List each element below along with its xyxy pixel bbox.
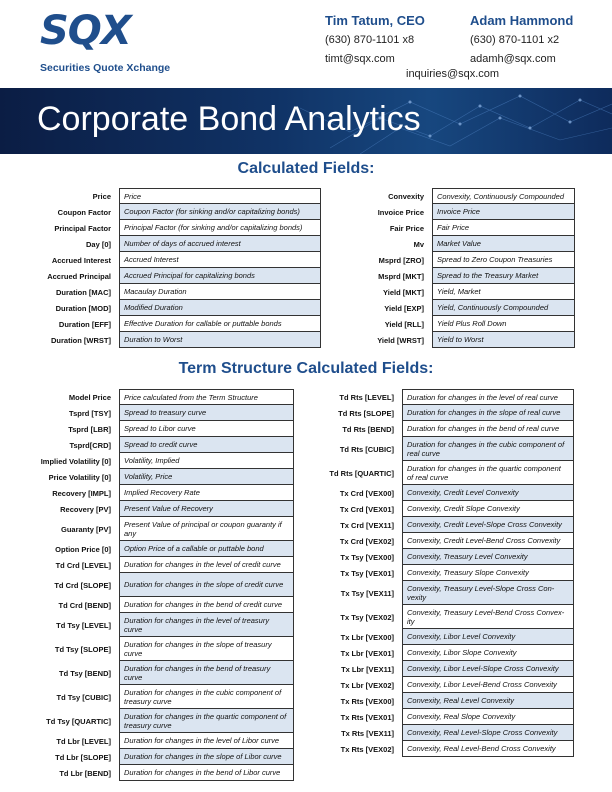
field-label: Yield [MKT]	[383, 287, 424, 297]
field-label: Td Tsy [BEND]	[59, 668, 111, 678]
field-row	[30, 453, 294, 469]
field-description: Duration for changes in the slope of real curve	[402, 405, 574, 421]
contact-email[interactable]: adamh@sqx.com	[470, 53, 556, 65]
field-description: Price	[119, 188, 321, 204]
field-description: Option Price of a callable or puttable bond	[119, 541, 294, 557]
field-description: Spread to treasury curve	[119, 405, 294, 421]
field-label: Principal Factor	[54, 223, 111, 233]
field-row	[330, 220, 575, 236]
field-description: Duration for changes in the cubic component of real curve	[402, 437, 574, 461]
field-row	[30, 637, 294, 661]
field-label: Tx Rts [VEX02]	[340, 744, 394, 754]
field-row	[318, 533, 574, 549]
field-description: Spread to the Treasury Market	[432, 268, 575, 284]
calculated-fields-right	[330, 188, 575, 348]
field-label: Guaranty [PV]	[60, 524, 111, 534]
field-description: Yield, Market	[432, 284, 575, 300]
field-label: Td Tsy [SLOPE]	[54, 644, 111, 654]
field-row	[30, 204, 321, 220]
field-description: Effective Duration for callable or puttable bonds	[119, 316, 321, 332]
contact-phone: (630) 870-1101 x2	[470, 34, 560, 46]
field-row	[30, 437, 294, 453]
field-row	[30, 685, 294, 709]
field-row	[30, 661, 294, 685]
field-description: Convexity, Credit Level Convexity	[402, 485, 574, 501]
field-label: Td Lbr [LEVEL]	[56, 736, 111, 746]
contact-card-adam	[470, 12, 573, 69]
field-description: Duration for changes in the level of real curve	[402, 389, 574, 405]
field-row	[318, 581, 574, 605]
field-description: Duration for changes in the quartic component of real curve	[402, 461, 574, 485]
field-description: Duration for changes in the slope of Libor curve	[119, 749, 294, 765]
field-description: Spread to Zero Coupon Treasuries	[432, 252, 575, 268]
field-row	[318, 661, 574, 677]
field-description: Price calculated from the Term Structure	[119, 389, 294, 405]
field-description: Convexity, Libor Level-Slope Cross Convexity	[402, 661, 574, 677]
field-row	[30, 501, 294, 517]
field-description: Macaulay Duration	[119, 284, 321, 300]
field-row	[30, 541, 294, 557]
field-description: Volatility, Implied	[119, 453, 294, 469]
field-row	[330, 332, 575, 348]
field-description: Yield Plus Roll Down	[432, 316, 575, 332]
field-row	[330, 284, 575, 300]
field-description: Yield to Worst	[432, 332, 575, 348]
field-description: Convexity, Libor Level Convexity	[402, 629, 574, 645]
field-row	[318, 461, 574, 485]
field-label: Accrued Principal	[47, 271, 111, 281]
field-row	[330, 316, 575, 332]
field-description: Spread to credit curve	[119, 437, 294, 453]
field-description: Volatility, Price	[119, 469, 294, 485]
field-label: Td Crd [BEND]	[58, 600, 111, 610]
field-label: Td Lbr [SLOPE]	[55, 752, 111, 762]
field-row	[318, 565, 574, 581]
field-description: Fair Price	[432, 220, 575, 236]
field-label: Tx Rts [VEX11]	[341, 728, 394, 738]
contact-name: Tim Tatum, CEO	[325, 13, 425, 28]
field-label: Tx Lbr [VEX01]	[340, 648, 394, 658]
field-description: Duration for changes in the level of Libor curve	[119, 733, 294, 749]
field-label: Td Crd [LEVEL]	[55, 560, 111, 570]
field-description: Market Value	[432, 236, 575, 252]
field-row	[30, 220, 321, 236]
field-label: Tx Tsy [VEX02]	[340, 612, 394, 622]
field-row	[30, 332, 321, 348]
inquiries-email[interactable]: inquiries@sqx.com	[406, 68, 500, 80]
field-row	[30, 749, 294, 765]
field-description: Duration for changes in the cubic component of treasury curve	[119, 685, 294, 709]
field-description: Yield, Continuously Compounded	[432, 300, 575, 316]
field-label: Tx Lbr [VEX02]	[340, 680, 394, 690]
field-label: Td Tsy [QUARTIC]	[46, 716, 111, 726]
field-description: Convexity, Credit Level-Slope Cross Convexity	[402, 517, 574, 533]
field-description: Convexity, Credit Slope Convexity	[402, 501, 574, 517]
field-row	[30, 389, 294, 405]
page-header	[0, 0, 612, 88]
field-row	[30, 517, 294, 541]
field-label: Tx Rts [VEX01]	[340, 712, 394, 722]
field-row	[30, 316, 321, 332]
contact-card-ceo	[325, 12, 425, 69]
field-label: Option Price [0]	[55, 544, 111, 554]
field-label: Day [0]	[85, 239, 111, 249]
field-row	[30, 188, 321, 204]
field-description: Spread to Libor curve	[119, 421, 294, 437]
field-label: Msprd [MKT]	[378, 271, 424, 281]
field-description: Convexity, Real Level-Slope Cross Convexity	[402, 725, 574, 741]
field-description: Duration for changes in the quartic component of treasury curve	[119, 709, 294, 733]
field-description: Convexity, Treasury Level Convexity	[402, 549, 574, 565]
field-row	[30, 421, 294, 437]
field-label: Tx Tsy [VEX11]	[340, 588, 394, 598]
field-label: Yield [RLL]	[384, 319, 424, 329]
sqx-logo	[40, 8, 190, 80]
field-row	[318, 501, 574, 517]
field-label: Recovery [PV]	[60, 504, 111, 514]
field-description: Principal Factor (for sinking and/or capitalizing bonds)	[119, 220, 321, 236]
field-description: Duration for changes in the slope of credit curve	[119, 573, 294, 597]
field-label: Convexity	[388, 191, 424, 201]
logo-tagline: Securities Quote Xchange	[40, 62, 171, 74]
field-row	[30, 597, 294, 613]
field-label: Fair Price	[389, 223, 424, 233]
field-label: Td Crd [SLOPE]	[54, 580, 111, 590]
field-row	[318, 389, 574, 405]
field-description: Present Value of principal or coupon guaranty if any	[119, 517, 294, 541]
field-label: Invoice Price	[377, 207, 424, 217]
field-row	[30, 765, 294, 781]
field-row	[330, 268, 575, 284]
field-row	[318, 549, 574, 565]
field-label: Td Rts [BEND]	[342, 424, 394, 434]
field-row	[318, 517, 574, 533]
field-label: Td Rts [SLOPE]	[338, 408, 394, 418]
field-label: Tx Tsy [VEX00]	[340, 552, 394, 562]
field-description: Convexity, Treasury Slope Convexity	[402, 565, 574, 581]
field-row	[30, 557, 294, 573]
field-label: Td Tsy [CUBIC]	[56, 692, 111, 702]
field-row	[30, 252, 321, 268]
field-label: Yield [WRST]	[377, 335, 424, 345]
field-description: Convexity, Real Slope Convexity	[402, 709, 574, 725]
field-row	[330, 188, 575, 204]
field-description: Duration for changes in the bend of treasury curve	[119, 661, 294, 685]
field-label: Coupon Factor	[57, 207, 111, 217]
term-structure-fields-right	[318, 389, 574, 757]
page-title: Corporate Bond Analytics	[37, 100, 421, 138]
term-structure-fields-left	[30, 389, 294, 781]
calculated-fields-left	[30, 188, 321, 348]
field-label: Price Volatility [0]	[48, 472, 111, 482]
field-row	[318, 421, 574, 437]
field-description: Invoice Price	[432, 204, 575, 220]
term-structure-fields-title: Term Structure Calculated Fields:	[178, 360, 434, 377]
field-row	[318, 605, 574, 629]
field-row	[30, 236, 321, 252]
field-description: Convexity, Real Level-Bend Cross Convexity	[402, 741, 574, 757]
field-label: Tx Crd [VEX11]	[340, 520, 394, 530]
field-label: Duration [MOD]	[55, 303, 111, 313]
field-label: Tsprd [LBR]	[68, 424, 111, 434]
field-description: Duration for changes in the level of credit curve	[119, 557, 294, 573]
field-row	[30, 485, 294, 501]
field-description: Accrued Interest	[119, 252, 321, 268]
field-row	[318, 725, 574, 741]
field-label: Td Tsy [LEVEL]	[56, 620, 111, 630]
field-label: Td Rts [CUBIC]	[339, 444, 394, 454]
field-label: Duration [EFF]	[58, 319, 111, 329]
logo-wordmark: SQX	[40, 8, 131, 54]
field-description: Convexity, Treasury Level-Slope Cross Con-vexity	[402, 581, 574, 605]
field-label: Td Rts [QUARTIC]	[329, 468, 394, 478]
title-banner	[0, 88, 612, 154]
field-label: Td Rts [LEVEL]	[339, 392, 394, 402]
field-row	[30, 300, 321, 316]
field-description: Duration to Worst	[119, 332, 321, 348]
field-row	[30, 405, 294, 421]
field-row	[318, 677, 574, 693]
field-description: Convexity, Libor Level-Bend Cross Convexity	[402, 677, 574, 693]
field-label: Tx Lbr [VEX11]	[341, 664, 394, 674]
field-label: Tx Crd [VEX02]	[339, 536, 394, 546]
field-description: Duration for changes in the slope of treasury curve	[119, 637, 294, 661]
field-label: Tx Crd [VEX01]	[339, 504, 394, 514]
field-label: Tsprd[CRD]	[69, 440, 111, 450]
field-description: Convexity, Credit Level-Bend Cross Convexity	[402, 533, 574, 549]
field-label: Recovery [IMPL]	[52, 488, 111, 498]
field-label: Tx Tsy [VEX01]	[340, 568, 394, 578]
field-description: Implied Recovery Rate	[119, 485, 294, 501]
field-description: Coupon Factor (for sinking and/or capitalizing bonds)	[119, 204, 321, 220]
field-row	[318, 405, 574, 421]
field-row	[318, 709, 574, 725]
contact-email[interactable]: timt@sqx.com	[325, 53, 395, 65]
contact-name: Adam Hammond	[470, 13, 574, 28]
field-row	[30, 268, 321, 284]
field-row	[30, 733, 294, 749]
field-label: Tx Crd [VEX00]	[339, 488, 394, 498]
field-description: Duration for changes in the bend of credit curve	[119, 597, 294, 613]
field-description: Convexity, Real Level Convexity	[402, 693, 574, 709]
field-description: Accrued Principal for capitalizing bonds	[119, 268, 321, 284]
field-row	[30, 469, 294, 485]
calculated-fields-title: Calculated Fields:	[237, 160, 375, 177]
field-row	[318, 741, 574, 757]
field-description: Convexity, Treasury Level-Bend Cross Convex-ity	[402, 605, 574, 629]
field-label: Tsprd [TSY]	[69, 408, 111, 418]
field-label: Tx Lbr [VEX00]	[340, 632, 394, 642]
field-row	[30, 613, 294, 637]
field-label: Td Lbr [BEND]	[59, 768, 111, 778]
contact-phone: (630) 870-1101 x8	[325, 34, 415, 46]
field-label: Mv	[413, 239, 424, 249]
field-row	[30, 284, 321, 300]
field-row	[330, 236, 575, 252]
field-row	[330, 252, 575, 268]
field-label: Accrued Interest	[51, 255, 111, 265]
field-label: Tx Rts [VEX00]	[340, 696, 394, 706]
field-row	[30, 709, 294, 733]
field-description: Number of days of accrued interest	[119, 236, 321, 252]
field-row	[318, 437, 574, 461]
field-description: Modified Duration	[119, 300, 321, 316]
field-description: Duration for changes in the bend of Libor curve	[119, 765, 294, 781]
field-description: Present Value of Recovery	[119, 501, 294, 517]
field-row	[30, 573, 294, 597]
field-description: Duration for changes in the level of treasury curve	[119, 613, 294, 637]
field-row	[318, 693, 574, 709]
field-label: Implied Volatility [0]	[40, 456, 111, 466]
field-description: Convexity, Continuously Compounded	[432, 188, 575, 204]
field-label: Yield [EXP]	[384, 303, 424, 313]
field-label: Price	[92, 191, 111, 201]
field-label: Duration [MAC]	[56, 287, 111, 297]
field-label: Duration [WRST]	[51, 335, 111, 345]
field-row	[318, 645, 574, 661]
field-label: Model Price	[68, 392, 111, 402]
field-row	[318, 485, 574, 501]
field-row	[330, 204, 575, 220]
field-row	[318, 629, 574, 645]
field-description: Duration for changes in the bend of real curve	[402, 421, 574, 437]
field-description: Convexity, Libor Slope Convexity	[402, 645, 574, 661]
field-row	[330, 300, 575, 316]
field-label: Msprd [ZRO]	[378, 255, 424, 265]
